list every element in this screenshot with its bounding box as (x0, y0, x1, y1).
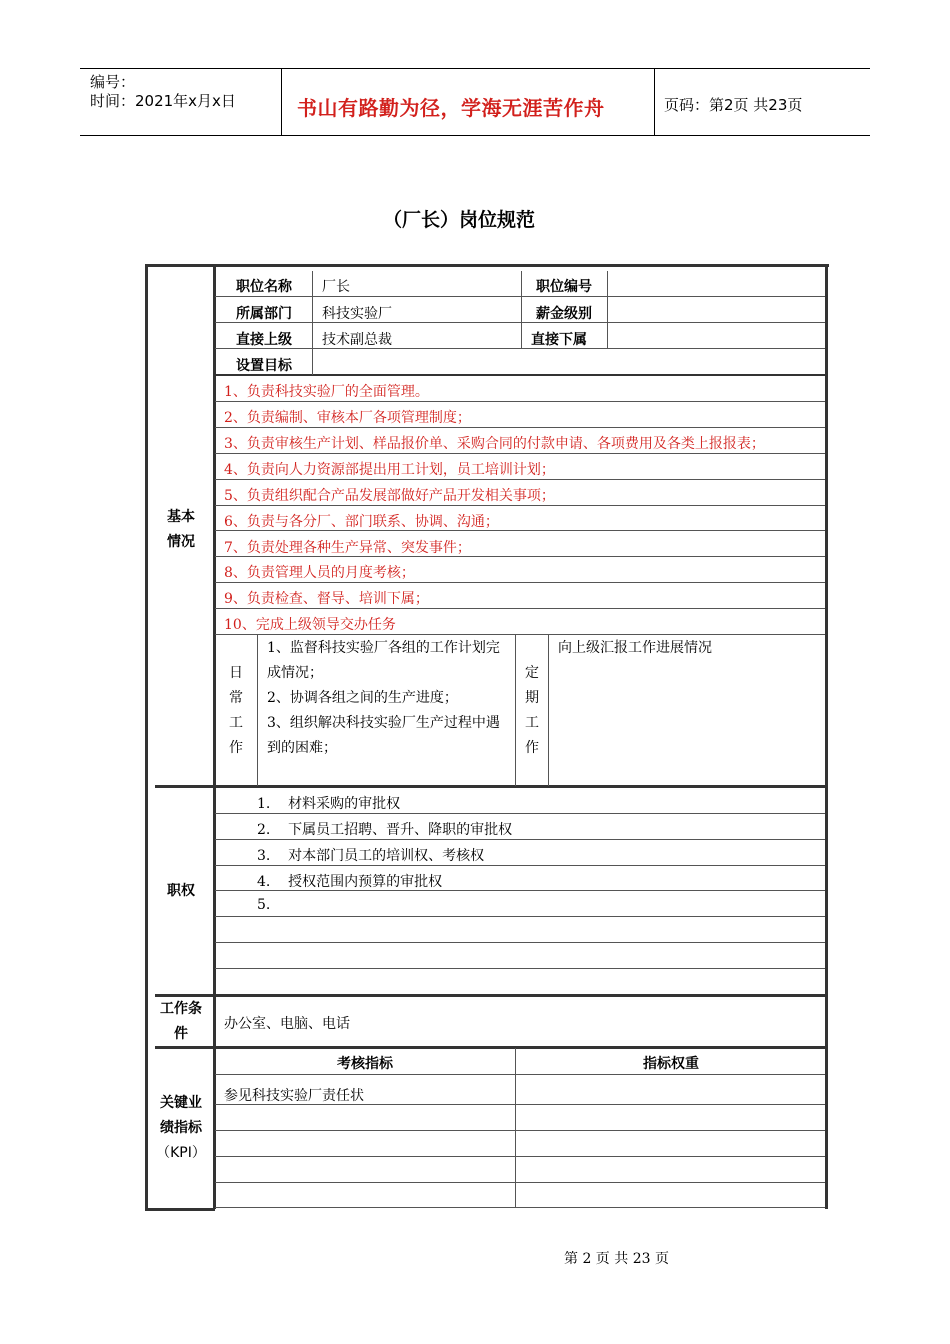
section-divider (155, 994, 827, 997)
header-top-rule (80, 68, 870, 69)
form-border-top (145, 264, 829, 267)
row-line (215, 296, 825, 297)
department-value: 科技实验厂 (322, 306, 392, 322)
kpi-label-line: 绩指标 (160, 1120, 202, 1136)
row-line (215, 1156, 825, 1157)
header-number-label: 编号： (90, 73, 136, 91)
daily-work-label-char: 工 (229, 715, 243, 731)
periodic-work-label-char: 定 (525, 665, 539, 681)
basic-section-label-line: 情况 (167, 534, 195, 550)
header-bottom-rule (80, 135, 870, 136)
duty-item: 2、负责编制、审核本厂各项管理制度； (224, 410, 471, 426)
row-line (215, 453, 825, 454)
subordinate-label: 直接下属 (531, 332, 587, 348)
conditions-label-line: 工作条 (160, 1001, 202, 1017)
kpi-label-line: 关键业 (160, 1095, 202, 1111)
duty-item: 5、负责组织配合产品发展部做好产品开发相关事项； (224, 488, 555, 504)
daily-work-label-char: 常 (229, 690, 243, 706)
superior-value: 技术副总裁 (322, 332, 392, 348)
periodic-work-label-char: 工 (525, 715, 539, 731)
label-column-divider (213, 264, 216, 1209)
kpi-section-label (150, 1091, 212, 1166)
periodic-work-label (522, 661, 542, 761)
form-border-left (145, 264, 148, 1209)
daily-work-label-char: 日 (229, 665, 243, 681)
row-line (215, 865, 825, 866)
basic-section-label (155, 505, 207, 555)
row-line (215, 608, 825, 609)
row-line (215, 348, 825, 349)
header-time-label: 时间：2021年x月x日 (90, 92, 236, 110)
kpi-weight-header: 指标权重 (643, 1056, 699, 1072)
daily-work-line: 3、组织解决科技实验厂生产过程中遇 (267, 715, 500, 731)
row-line (215, 1182, 825, 1183)
salary-label: 薪金级别 (536, 306, 592, 322)
duty-item: 3、负责审核生产计划、样品报价单、采购合同的付款申请、各项费用及各类上报报表； (224, 436, 765, 452)
row-line (215, 427, 825, 428)
daily-work-line: 2、协调各组之间的生产进度； (267, 690, 458, 706)
conditions-section-label (155, 997, 207, 1047)
col-line (521, 271, 522, 349)
header-page-info: 页码：第2页 共23页 (664, 96, 803, 114)
form-border-bottom (145, 1208, 215, 1211)
col-line (548, 634, 549, 786)
row-line (215, 505, 825, 506)
kpi-indicator-header: 考核指标 (337, 1056, 393, 1072)
page-footer: 第 2 页 共 23 页 (564, 1251, 669, 1267)
authority-item: 5. (257, 897, 271, 913)
periodic-work-label-char: 期 (525, 690, 539, 706)
row-line (215, 479, 825, 480)
col-line (515, 1048, 516, 1208)
daily-work-line: 到的困难； (267, 740, 337, 756)
periodic-work-text: 向上级汇报工作进展情况 (558, 640, 712, 656)
header-divider (281, 68, 282, 136)
duty-item: 7、负责处理各种生产异常、突发事件； (224, 540, 471, 556)
conditions-value: 办公室、电脑、电话 (224, 1016, 350, 1032)
col-line (607, 271, 608, 349)
position-code-label: 职位编号 (536, 279, 592, 295)
row-line (215, 322, 825, 323)
authority-item: 3. 对本部门员工的培训权、考核权 (257, 848, 485, 864)
authority-section-label: 职权 (167, 883, 195, 899)
position-name-value: 厂长 (322, 279, 350, 295)
row-line (215, 1207, 825, 1208)
header-divider (654, 68, 655, 136)
goal-label: 设置目标 (236, 358, 292, 374)
row-line (215, 968, 825, 969)
duty-item: 8、负责管理人员的月度考核； (224, 565, 415, 581)
daily-work-line: 1、监督科技实验厂各组的工作计划完 (267, 640, 500, 656)
row-line (215, 813, 825, 814)
kpi-label-line: （KPI） (156, 1145, 206, 1161)
col-line (257, 634, 258, 786)
col-line (515, 634, 516, 786)
section-divider (155, 785, 827, 788)
form-border-right (825, 264, 828, 1209)
row-line (215, 942, 825, 943)
authority-item: 4. 授权范围内预算的审批权 (257, 874, 443, 890)
duty-item: 4、负责向人力资源部提出用工计划，员工培训计划； (224, 462, 555, 478)
row-line (215, 634, 825, 635)
duty-item: 1、负责科技实验厂的全面管理。 (224, 384, 429, 400)
col-line (312, 271, 313, 375)
row-line (215, 839, 825, 840)
header-slogan: 书山有路勤为径，学海无涯苦作舟 (297, 96, 605, 120)
daily-work-line: 成情况； (267, 665, 323, 681)
conditions-label-line: 件 (174, 1026, 188, 1042)
row-line (215, 916, 825, 917)
basic-section-label-line: 基本 (167, 509, 195, 525)
duty-item: 9、负责检查、督导、培训下属； (224, 591, 429, 607)
authority-item: 2. 下属员工招聘、晋升、降职的审批权 (257, 822, 513, 838)
page-title: （厂长）岗位规范 (383, 209, 536, 231)
periodic-work-label-char: 作 (525, 740, 539, 756)
row-line (215, 1130, 825, 1131)
duty-item: 6、负责与各分厂、部门联系、协调、沟通； (224, 514, 499, 530)
department-label: 所属部门 (236, 306, 292, 322)
section-divider (155, 1046, 827, 1049)
row-line (215, 401, 825, 402)
daily-work-text (267, 636, 500, 761)
kpi-indicator-cell: 参见科技实验厂责任状 (224, 1088, 364, 1104)
row-line (215, 1074, 825, 1075)
superior-label: 直接上级 (236, 332, 292, 348)
daily-work-label-char: 作 (229, 740, 243, 756)
duty-item: 10、完成上级领导交办任务 (224, 617, 396, 633)
daily-work-label (226, 661, 246, 761)
position-name-label: 职位名称 (236, 279, 292, 295)
row-line (215, 582, 825, 583)
authority-item: 1. 材料采购的审批权 (257, 796, 401, 812)
row-line (215, 374, 825, 376)
